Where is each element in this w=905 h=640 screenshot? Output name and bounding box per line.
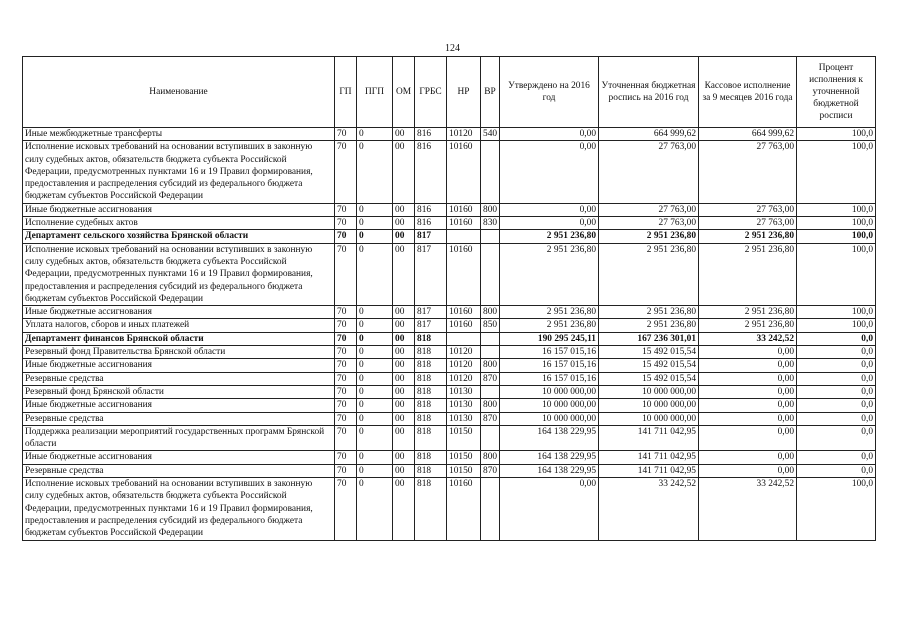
cell-percent: 0,0 — [797, 332, 876, 345]
cell-gp: 70 — [335, 359, 357, 372]
cell-pgp: 0 — [357, 425, 393, 451]
table-row — [23, 319, 876, 332]
cell-grbs: 818 — [415, 346, 447, 359]
cell-grbs: 818 — [415, 478, 447, 540]
cell-percent: 0,0 — [797, 399, 876, 412]
cell-percent: 0,0 — [797, 359, 876, 372]
cell-refined: 33 242,52 — [599, 478, 699, 540]
col-header-percent: Процент исполнения к уточненной бюджетной росписи — [797, 57, 876, 128]
cell-pgp: 0 — [357, 451, 393, 464]
cell-om: 00 — [393, 478, 415, 540]
cell-grbs: 816 — [415, 203, 447, 216]
table-row — [23, 128, 876, 141]
cell-pgp: 0 — [357, 332, 393, 345]
cell-gp: 70 — [335, 128, 357, 141]
col-header-refined: Уточненная бюджетная роспись на 2016 год — [599, 57, 699, 128]
cell-np: 10160 — [447, 319, 481, 332]
cell-executed: 0,00 — [699, 412, 797, 425]
cell-executed: 0,00 — [699, 425, 797, 451]
cell-pgp: 0 — [357, 319, 393, 332]
cell-approved: 0,00 — [500, 128, 599, 141]
table-row — [23, 332, 876, 345]
col-header-np: НР — [447, 57, 481, 128]
cell-vr: 800 — [481, 306, 500, 319]
cell-grbs: 817 — [415, 243, 447, 305]
cell-gp: 70 — [335, 346, 357, 359]
col-header-grbs: ГРБС — [415, 57, 447, 128]
cell-refined: 2 951 236,80 — [599, 306, 699, 319]
cell-executed: 2 951 236,80 — [699, 243, 797, 305]
cell-np: 10150 — [447, 464, 481, 477]
cell-refined: 27 763,00 — [599, 203, 699, 216]
cell-gp: 70 — [335, 141, 357, 203]
cell-pgp: 0 — [357, 141, 393, 203]
cell-executed: 0,00 — [699, 399, 797, 412]
cell-gp: 70 — [335, 319, 357, 332]
cell-gp: 70 — [335, 217, 357, 230]
col-header-pgp: ПГП — [357, 57, 393, 128]
cell-np: 10160 — [447, 203, 481, 216]
cell-percent: 100,0 — [797, 128, 876, 141]
cell-om: 00 — [393, 346, 415, 359]
cell-executed: 0,00 — [699, 464, 797, 477]
cell-pgp: 0 — [357, 230, 393, 243]
table-row — [23, 359, 876, 372]
cell-name: Иные бюджетные ассигнования — [23, 306, 335, 319]
cell-vr — [481, 243, 500, 305]
cell-np: 10150 — [447, 451, 481, 464]
cell-approved: 0,00 — [500, 203, 599, 216]
cell-np: 10120 — [447, 346, 481, 359]
cell-np: 10120 — [447, 372, 481, 385]
cell-name: Исполнение судебных актов — [23, 217, 335, 230]
cell-vr — [481, 385, 500, 398]
cell-gp: 70 — [335, 412, 357, 425]
cell-percent: 100,0 — [797, 478, 876, 540]
cell-pgp: 0 — [357, 243, 393, 305]
cell-percent: 0,0 — [797, 346, 876, 359]
cell-np: 10160 — [447, 217, 481, 230]
cell-name: Иные бюджетные ассигнования — [23, 203, 335, 216]
cell-approved: 164 138 229,95 — [500, 425, 599, 451]
cell-approved: 164 138 229,95 — [500, 451, 599, 464]
cell-np: 10130 — [447, 385, 481, 398]
table-row — [23, 306, 876, 319]
cell-refined: 10 000 000,00 — [599, 412, 699, 425]
cell-name: Департамент сельского хозяйства Брянской области — [23, 230, 335, 243]
cell-executed: 0,00 — [699, 451, 797, 464]
cell-name: Резервный фонд Брянской области — [23, 385, 335, 398]
cell-approved: 10 000 000,00 — [500, 385, 599, 398]
cell-refined: 141 711 042,95 — [599, 451, 699, 464]
cell-approved: 2 951 236,80 — [500, 306, 599, 319]
cell-percent: 0,0 — [797, 464, 876, 477]
cell-np: 10160 — [447, 306, 481, 319]
cell-grbs: 818 — [415, 359, 447, 372]
cell-name: Исполнение исковых требований на основании вступивших в законную силу судебных актов, обязательств бюджета субъекта Российской Федерации, предусмотренных пунктами 16 и 19 Правил формирования, предоставления и распределения субсидий из федерального бюджета бюджетам субъектов Российской Федерации — [23, 243, 335, 305]
cell-refined: 141 711 042,95 — [599, 425, 699, 451]
cell-percent: 0,0 — [797, 372, 876, 385]
table-row — [23, 141, 876, 203]
cell-percent: 100,0 — [797, 217, 876, 230]
col-header-om: ОМ — [393, 57, 415, 128]
cell-gp: 70 — [335, 332, 357, 345]
cell-refined: 141 711 042,95 — [599, 464, 699, 477]
cell-name: Иные бюджетные ассигнования — [23, 359, 335, 372]
cell-approved: 16 157 015,16 — [500, 372, 599, 385]
cell-approved: 16 157 015,16 — [500, 346, 599, 359]
cell-executed: 0,00 — [699, 359, 797, 372]
cell-np: 10120 — [447, 128, 481, 141]
cell-name: Исполнение исковых требований на основании вступивших в законную силу судебных актов, обязательств бюджета субъекта Российской Федерации, предусмотренных пунктами 16 и 19 Правил формирования, предоставления и распределения субсидий из федерального бюджета бюджетам субъектов Российской Федерации — [23, 141, 335, 203]
table-row — [23, 399, 876, 412]
cell-refined: 15 492 015,54 — [599, 346, 699, 359]
cell-approved: 190 295 245,11 — [500, 332, 599, 345]
cell-pgp: 0 — [357, 346, 393, 359]
cell-executed: 2 951 236,80 — [699, 230, 797, 243]
cell-om: 00 — [393, 319, 415, 332]
cell-percent: 100,0 — [797, 319, 876, 332]
cell-pgp: 0 — [357, 306, 393, 319]
cell-vr: 800 — [481, 359, 500, 372]
cell-approved: 0,00 — [500, 217, 599, 230]
cell-vr: 870 — [481, 412, 500, 425]
cell-percent: 100,0 — [797, 141, 876, 203]
cell-om: 00 — [393, 425, 415, 451]
cell-grbs: 816 — [415, 141, 447, 203]
table-row — [23, 203, 876, 216]
cell-percent: 100,0 — [797, 203, 876, 216]
cell-grbs: 818 — [415, 412, 447, 425]
cell-percent: 0,0 — [797, 385, 876, 398]
table-row — [23, 425, 876, 451]
cell-executed: 27 763,00 — [699, 203, 797, 216]
cell-executed: 33 242,52 — [699, 332, 797, 345]
cell-refined: 27 763,00 — [599, 141, 699, 203]
cell-grbs: 816 — [415, 217, 447, 230]
cell-om: 00 — [393, 464, 415, 477]
cell-percent: 0,0 — [797, 451, 876, 464]
cell-gp: 70 — [335, 399, 357, 412]
cell-grbs: 817 — [415, 319, 447, 332]
cell-name: Резервный фонд Правительства Брянской области — [23, 346, 335, 359]
cell-pgp: 0 — [357, 478, 393, 540]
cell-pgp: 0 — [357, 203, 393, 216]
cell-om: 00 — [393, 451, 415, 464]
cell-pgp: 0 — [357, 399, 393, 412]
cell-approved: 2 951 236,80 — [500, 319, 599, 332]
cell-refined: 167 236 301,01 — [599, 332, 699, 345]
cell-np — [447, 230, 481, 243]
cell-om: 00 — [393, 230, 415, 243]
table-row — [23, 230, 876, 243]
col-header-name: Наименование — [23, 57, 335, 128]
cell-refined: 15 492 015,54 — [599, 372, 699, 385]
cell-name: Уплата налогов, сборов и иных платежей — [23, 319, 335, 332]
table-row — [23, 464, 876, 477]
cell-executed: 27 763,00 — [699, 217, 797, 230]
cell-executed: 27 763,00 — [699, 141, 797, 203]
budget-execution-table — [22, 56, 876, 541]
cell-refined: 2 951 236,80 — [599, 230, 699, 243]
col-header-gp: ГП — [335, 57, 357, 128]
cell-gp: 70 — [335, 451, 357, 464]
cell-np: 10160 — [447, 243, 481, 305]
cell-name: Департамент финансов Брянской области — [23, 332, 335, 345]
cell-vr: 870 — [481, 372, 500, 385]
table-row — [23, 478, 876, 540]
table-row — [23, 217, 876, 230]
cell-grbs: 818 — [415, 399, 447, 412]
cell-name: Исполнение исковых требований на основании вступивших в законную силу судебных актов, обязательств бюджета субъекта Российской Федерации, предусмотренных пунктами 16 и 19 Правил формирования, предоставления и распределения субсидий из федерального бюджета бюджетам субъектов Российской Федерации — [23, 478, 335, 540]
cell-pgp: 0 — [357, 412, 393, 425]
cell-refined: 2 951 236,80 — [599, 319, 699, 332]
cell-percent: 0,0 — [797, 425, 876, 451]
cell-percent: 0,0 — [797, 412, 876, 425]
cell-name: Резервные средства — [23, 412, 335, 425]
cell-executed: 0,00 — [699, 385, 797, 398]
cell-executed: 2 951 236,80 — [699, 319, 797, 332]
cell-np: 10160 — [447, 478, 481, 540]
cell-name: Резервные средства — [23, 372, 335, 385]
cell-om: 00 — [393, 399, 415, 412]
cell-gp: 70 — [335, 203, 357, 216]
cell-np: 10120 — [447, 359, 481, 372]
cell-executed: 0,00 — [699, 346, 797, 359]
col-header-vr: ВР — [481, 57, 500, 128]
cell-executed: 0,00 — [699, 372, 797, 385]
cell-om: 00 — [393, 412, 415, 425]
cell-percent: 100,0 — [797, 230, 876, 243]
cell-om: 00 — [393, 332, 415, 345]
cell-grbs: 818 — [415, 464, 447, 477]
cell-gp: 70 — [335, 230, 357, 243]
cell-percent: 100,0 — [797, 243, 876, 305]
cell-executed: 33 242,52 — [699, 478, 797, 540]
cell-executed: 664 999,62 — [699, 128, 797, 141]
cell-om: 00 — [393, 385, 415, 398]
cell-np — [447, 332, 481, 345]
cell-pgp: 0 — [357, 372, 393, 385]
cell-vr: 540 — [481, 128, 500, 141]
cell-om: 00 — [393, 359, 415, 372]
cell-approved: 2 951 236,80 — [500, 230, 599, 243]
cell-vr: 830 — [481, 217, 500, 230]
col-header-executed: Кассовое исполнение за 9 месяцев 2016 года — [699, 57, 797, 128]
table-row — [23, 385, 876, 398]
cell-gp: 70 — [335, 425, 357, 451]
cell-gp: 70 — [335, 306, 357, 319]
cell-approved: 10 000 000,00 — [500, 399, 599, 412]
cell-grbs: 818 — [415, 372, 447, 385]
cell-np: 10130 — [447, 412, 481, 425]
cell-grbs: 817 — [415, 306, 447, 319]
cell-om: 00 — [393, 243, 415, 305]
cell-np: 10130 — [447, 399, 481, 412]
cell-approved: 16 157 015,16 — [500, 359, 599, 372]
table-body — [23, 128, 876, 541]
cell-refined: 10 000 000,00 — [599, 399, 699, 412]
cell-approved: 10 000 000,00 — [500, 412, 599, 425]
cell-vr — [481, 425, 500, 451]
page-number: 124 — [445, 43, 460, 54]
cell-vr: 870 — [481, 464, 500, 477]
cell-refined: 10 000 000,00 — [599, 385, 699, 398]
table-header-row — [23, 57, 876, 128]
cell-grbs: 818 — [415, 425, 447, 451]
table-row — [23, 451, 876, 464]
cell-om: 00 — [393, 128, 415, 141]
cell-approved: 2 951 236,80 — [500, 243, 599, 305]
cell-vr — [481, 332, 500, 345]
cell-name: Иные межбюджетные трансферты — [23, 128, 335, 141]
cell-vr: 800 — [481, 203, 500, 216]
cell-refined: 15 492 015,54 — [599, 359, 699, 372]
table-row — [23, 346, 876, 359]
cell-approved: 0,00 — [500, 478, 599, 540]
cell-refined: 2 951 236,80 — [599, 243, 699, 305]
cell-name: Иные бюджетные ассигнования — [23, 451, 335, 464]
cell-vr — [481, 478, 500, 540]
cell-om: 00 — [393, 141, 415, 203]
cell-approved: 0,00 — [500, 141, 599, 203]
cell-grbs: 816 — [415, 128, 447, 141]
cell-grbs: 818 — [415, 451, 447, 464]
cell-om: 00 — [393, 372, 415, 385]
table-row — [23, 412, 876, 425]
cell-pgp: 0 — [357, 464, 393, 477]
cell-name: Резервные средства — [23, 464, 335, 477]
cell-pgp: 0 — [357, 128, 393, 141]
cell-grbs: 818 — [415, 332, 447, 345]
col-header-approved: Утверждено на 2016 год — [500, 57, 599, 128]
cell-np: 10160 — [447, 141, 481, 203]
cell-gp: 70 — [335, 385, 357, 398]
cell-executed: 2 951 236,80 — [699, 306, 797, 319]
cell-pgp: 0 — [357, 217, 393, 230]
cell-vr: 850 — [481, 319, 500, 332]
cell-om: 00 — [393, 217, 415, 230]
cell-gp: 70 — [335, 243, 357, 305]
cell-om: 00 — [393, 203, 415, 216]
cell-vr — [481, 230, 500, 243]
cell-name: Иные бюджетные ассигнования — [23, 399, 335, 412]
cell-percent: 100,0 — [797, 306, 876, 319]
cell-approved: 164 138 229,95 — [500, 464, 599, 477]
cell-vr — [481, 346, 500, 359]
cell-name: Поддержка реализации мероприятий государственных программ Брянской области — [23, 425, 335, 451]
cell-gp: 70 — [335, 372, 357, 385]
table-row — [23, 372, 876, 385]
cell-pgp: 0 — [357, 359, 393, 372]
cell-grbs: 818 — [415, 385, 447, 398]
cell-gp: 70 — [335, 464, 357, 477]
cell-pgp: 0 — [357, 385, 393, 398]
cell-om: 00 — [393, 306, 415, 319]
table-row — [23, 243, 876, 305]
cell-refined: 27 763,00 — [599, 217, 699, 230]
cell-grbs: 817 — [415, 230, 447, 243]
cell-vr — [481, 141, 500, 203]
cell-vr: 800 — [481, 399, 500, 412]
cell-refined: 664 999,62 — [599, 128, 699, 141]
cell-np: 10150 — [447, 425, 481, 451]
cell-gp: 70 — [335, 478, 357, 540]
cell-vr: 800 — [481, 451, 500, 464]
